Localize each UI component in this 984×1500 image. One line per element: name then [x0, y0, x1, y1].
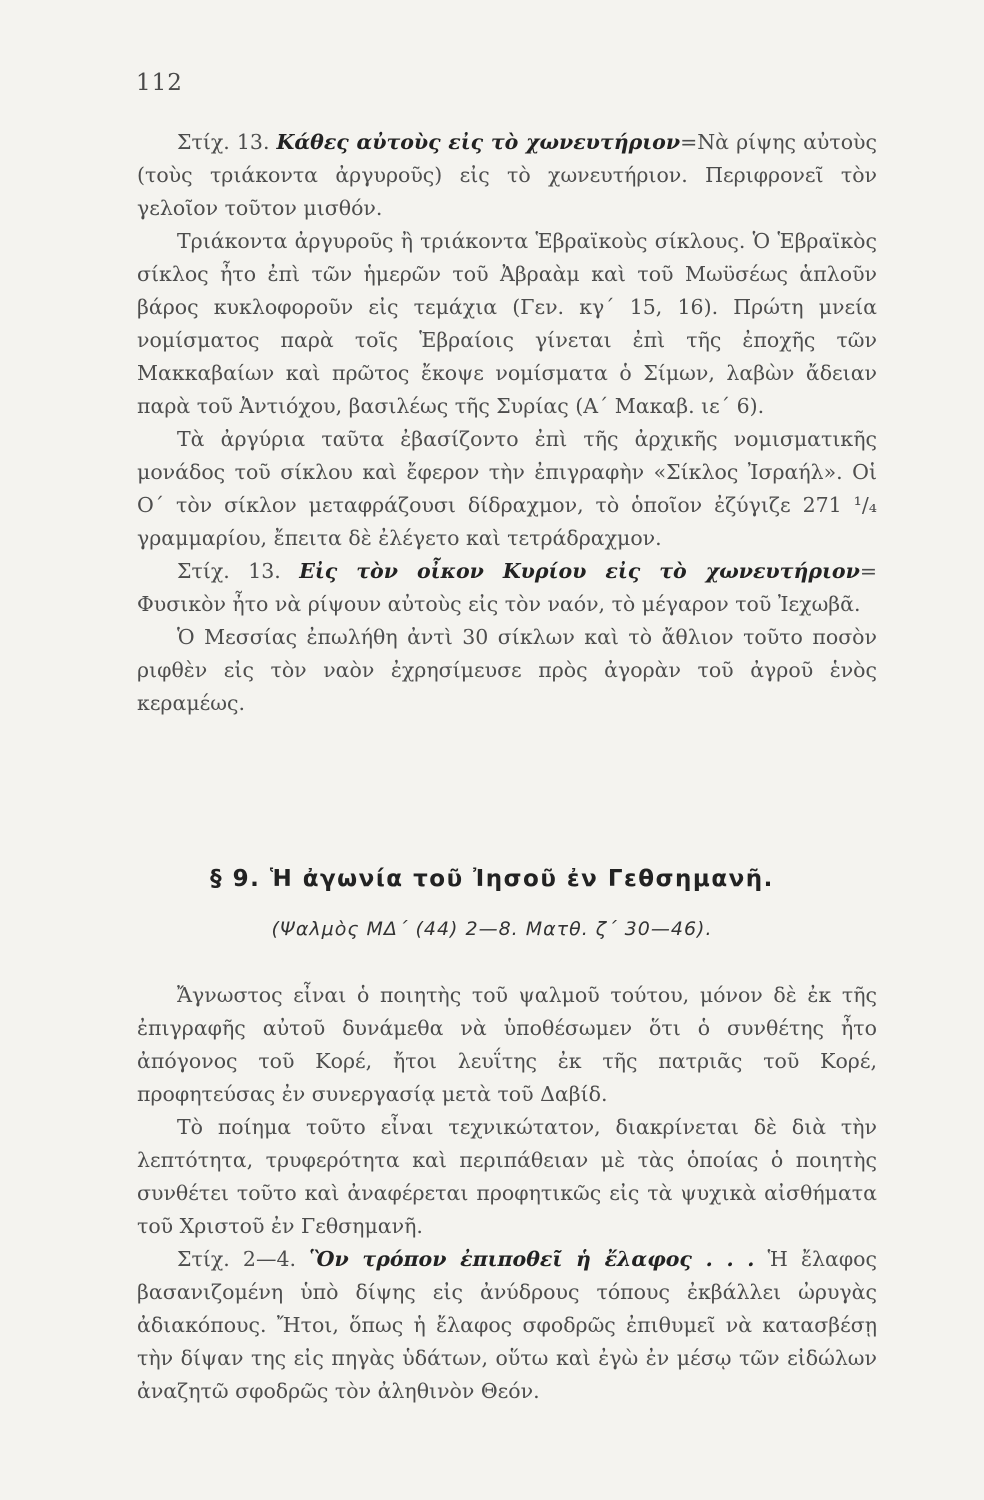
paragraph-text: Τριάκοντα ἀργυροῦς ἢ τριάκοντα Ἑβραϊκοὺς σίκλους. Ὁ Ἑβραϊκὸς σίκλος ἦτο ἐπὶ τῶν ἡμερῶν τοῦ Ἀβραὰμ καὶ τοῦ Μωϋσέως ἁπλοῦν βάρος κυκλοφοροῦν εἰς τεμάχια (Γεν. κγ΄ 15, 16). Πρώτη μνεία νομίσματος παρὰ τοῖς Ἑβραίοις γίνεται ἐπὶ τῆς ἐποχῆς τῶν Μακκαβαίων καὶ πρῶτος ἔκοψε νομίσματα ὁ Σίμων, λαβὼν ἄδειαν παρὰ τοῦ Ἀντιόχου, βασιλέως τῆς Συρίας (Α΄ Μακαβ. ιε΄ 6).: [137, 229, 877, 418]
paragraph: [137, 225, 877, 423]
paragraph: [137, 423, 877, 555]
paragraph-text: Τὰ ἀργύρια ταῦτα ἐβασίζοντο ἐπὶ τῆς ἀρχικῆς νομισματικῆς μονάδος τοῦ σίκλου καὶ ἔφερον τὴν ἐπιγραφὴν «Σίκλος Ἰσραήλ». Οἱ Ο΄ τὸν σίκλον μεταφράζουσι δίδραχμον, τὸ ὁποῖον ἐζύγιζε 271 ¹/₄ γραμμαρίου, ἔπειτα δὲ ἐλέγετο καὶ τετράδραχμον.: [137, 427, 877, 550]
verse-quote: Εἰς τὸν οἶκον Κυρίου εἰς τὸ χωνευτήριον: [299, 559, 860, 583]
verse-ref: Στίχ. 13.: [177, 559, 300, 583]
paragraph-text: Ἡ ἔλαφος βασανιζομένη ὑπὸ δίψης εἰς ἀνύδρους τόπους ἐκβάλλει ὠρυγὰς ἀδιακόπους. Ἤτοι, ὅπως ἡ ἔλαφος σφοδρῶς ἐπιθυμεῖ νὰ κατασβέσῃ τὴν δίψαν της εἰς πηγὰς ὑδάτων, οὕτω καὶ ἐγὼ ἐν μέσῳ τῶν εἰδώλων ἀναζητῶ σφοδρῶς τὸν ἀληθινὸν Θεόν.: [137, 1247, 877, 1403]
paragraph: [137, 126, 877, 225]
paragraph-text: Ὁ Μεσσίας ἐπωλήθη ἀντὶ 30 σίκλων καὶ τὸ ἄθλιον τοῦτο ποσὸν ριφθὲν εἰς τὸν ναὸν ἐχρησίμευσε πρὸς ἀγορὰν τοῦ ἀγροῦ ἑνὸς κεραμέως.: [137, 625, 877, 715]
paragraph-text: Τὸ ποίημα τοῦτο εἶναι τεχνικώτατον, διακρίνεται δὲ διὰ τὴν λεπτότητα, τρυφερότητα καὶ περιπάθειαν μὲ τὰς ὁποίας ὁ ποιητὴς συνθέτει τοῦτο καὶ ἀναφέρεται προφητικῶς εἰς τὰ ψυχικὰ αἰσθήματα τοῦ Χριστοῦ ἐν Γεθσημανῆ.: [137, 1115, 877, 1238]
paragraph: [137, 555, 877, 621]
paragraph: [137, 1111, 877, 1243]
verse-ref: Στίχ. 2—4.: [177, 1247, 310, 1271]
verse-ref: Στίχ. 13.: [177, 130, 277, 154]
section-reference: (Ψαλμὸς ΜΔ΄ (44) 2—8. Ματθ. ζ΄ 30—46).: [271, 918, 713, 940]
body-text-top: [137, 126, 877, 720]
verse-quote: Ὃν τρόπον ἐπιποθεῖ ἡ ἔλαφος . . .: [309, 1247, 755, 1271]
paragraph-text: =Νὰ ρίψης αὐτοὺς (τοὺς τριάκοντα ἀργυροῦς) εἰς τὸ χωνευτήριον. Περιφρονεῖ τὸν γελοῖον τοῦτον μισθόν.: [137, 130, 878, 220]
verse-quote: Κάθες αὐτοὺς εἰς τὸ χωνευτήριον: [276, 130, 681, 154]
body-text-bottom: [137, 979, 877, 1408]
paragraph: [137, 1243, 877, 1408]
paragraph-text: = Φυσικὸν ἦτο νὰ ρίψουν αὐτοὺς εἰς τὸν ναόν, τὸ μέγαρον τοῦ Ἰεχωβᾶ.: [137, 559, 877, 616]
page-number: 112: [136, 70, 183, 96]
paragraph: [137, 621, 877, 720]
paragraph: [137, 979, 877, 1111]
section-heading: § 9. Ἡ ἀγωνία τοῦ Ἰησοῦ ἐν Γεθσημανῆ.: [210, 866, 774, 892]
paragraph-text: Ἄγνωστος εἶναι ὁ ποιητὴς τοῦ ψαλμοῦ τούτου, μόνον δὲ ἐκ τῆς ἐπιγραφῆς αὐτοῦ δυνάμεθα νὰ ὑποθέσωμεν ὅτι ὁ συνθέτης ἦτο ἀπόγονος τοῦ Κορέ, ἤτοι λευΐτης ἐκ τῆς πατριᾶς τοῦ Κορέ, προφητεύσας ἐν συνεργασίᾳ μετὰ τοῦ Δαβίδ.: [137, 983, 877, 1106]
